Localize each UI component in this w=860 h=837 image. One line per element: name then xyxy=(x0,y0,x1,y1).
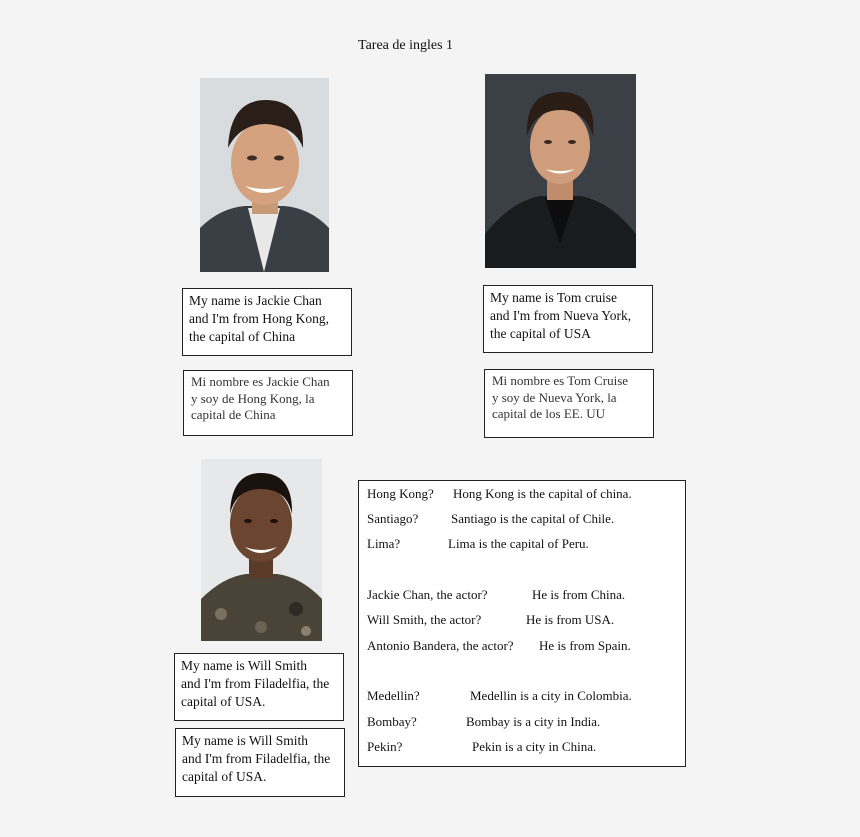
qa-question: Pekin? xyxy=(367,739,403,754)
will-smith-second-box xyxy=(175,728,345,797)
qa-question: Santiago? xyxy=(367,511,419,526)
qa-answer: Lima is the capital of Peru. xyxy=(448,536,589,551)
text-line: capital de los EE. UU xyxy=(492,406,605,421)
qa-row xyxy=(367,486,632,502)
qa-question: Jackie Chan, the actor? xyxy=(367,587,488,602)
qa-answer: Pekin is a city in China. xyxy=(472,739,597,754)
page-title: Tarea de ingles 1 xyxy=(358,38,454,53)
qa-question: Hong Kong? xyxy=(367,486,434,501)
qa-answer: Medellin is a city in Colombia. xyxy=(470,688,632,703)
tom-cruise-english-box xyxy=(483,285,653,353)
text-line: y soy de Nueva York, la xyxy=(492,389,617,405)
qa-answer: He is from USA. xyxy=(526,612,615,627)
text-line: My name is Tom cruise xyxy=(490,290,618,305)
text-line: y soy de Hong Kong, la xyxy=(191,390,315,406)
qa-question: Bombay? xyxy=(367,714,417,729)
qa-question: Lima? xyxy=(367,536,401,551)
tom-cruise-spanish-box xyxy=(484,369,654,438)
qa-question: Will Smith, the actor? xyxy=(367,612,482,627)
jackie-chan-english-box xyxy=(182,288,352,356)
questions-answers-box xyxy=(358,480,686,767)
qa-row xyxy=(367,739,597,755)
qa-answer: He is from Spain. xyxy=(539,638,631,653)
text-line: capital of USA. xyxy=(181,694,266,709)
will-smith-english-box xyxy=(174,653,344,721)
qa-row xyxy=(367,714,601,730)
qa-answer: Santiago is the capital of Chile. xyxy=(451,511,615,526)
qa-row xyxy=(367,612,615,628)
text-line: the capital of China xyxy=(189,329,296,344)
text-line: capital de China xyxy=(191,407,276,422)
text-line: capital of USA. xyxy=(182,769,267,784)
text-line: Mi nombre es Jackie Chan xyxy=(191,374,330,389)
text-line: and I'm from Hong Kong, xyxy=(189,311,330,326)
jackie-chan-photo xyxy=(200,78,329,272)
qa-question: Antonio Bandera, the actor? xyxy=(367,638,514,653)
text-line: and I'm from Nueva York, xyxy=(490,308,632,323)
qa-answer: He is from China. xyxy=(532,587,626,602)
text-line: My name is Will Smith xyxy=(181,658,307,673)
text-line: the capital of USA xyxy=(490,326,591,341)
qa-row xyxy=(367,536,589,552)
jackie-chan-spanish-box xyxy=(183,370,353,436)
qa-row xyxy=(367,587,626,603)
tom-cruise-photo xyxy=(485,74,636,268)
text-line: and I'm from Filadelfia, the xyxy=(181,676,330,691)
qa-row xyxy=(367,511,615,527)
qa-answer: Bombay is a city in India. xyxy=(466,714,601,729)
will-smith-photo xyxy=(201,459,322,641)
text-line: My name is Will Smith xyxy=(182,733,308,748)
qa-row xyxy=(367,688,632,704)
text-line: and I'm from Filadelfia, the xyxy=(182,751,331,766)
qa-question: Medellin? xyxy=(367,688,420,703)
text-line: Mi nombre es Tom Cruise xyxy=(492,373,629,388)
text-line: My name is Jackie Chan xyxy=(189,293,322,308)
qa-row xyxy=(367,638,631,654)
qa-answer: Hong Kong is the capital of china. xyxy=(453,486,632,501)
